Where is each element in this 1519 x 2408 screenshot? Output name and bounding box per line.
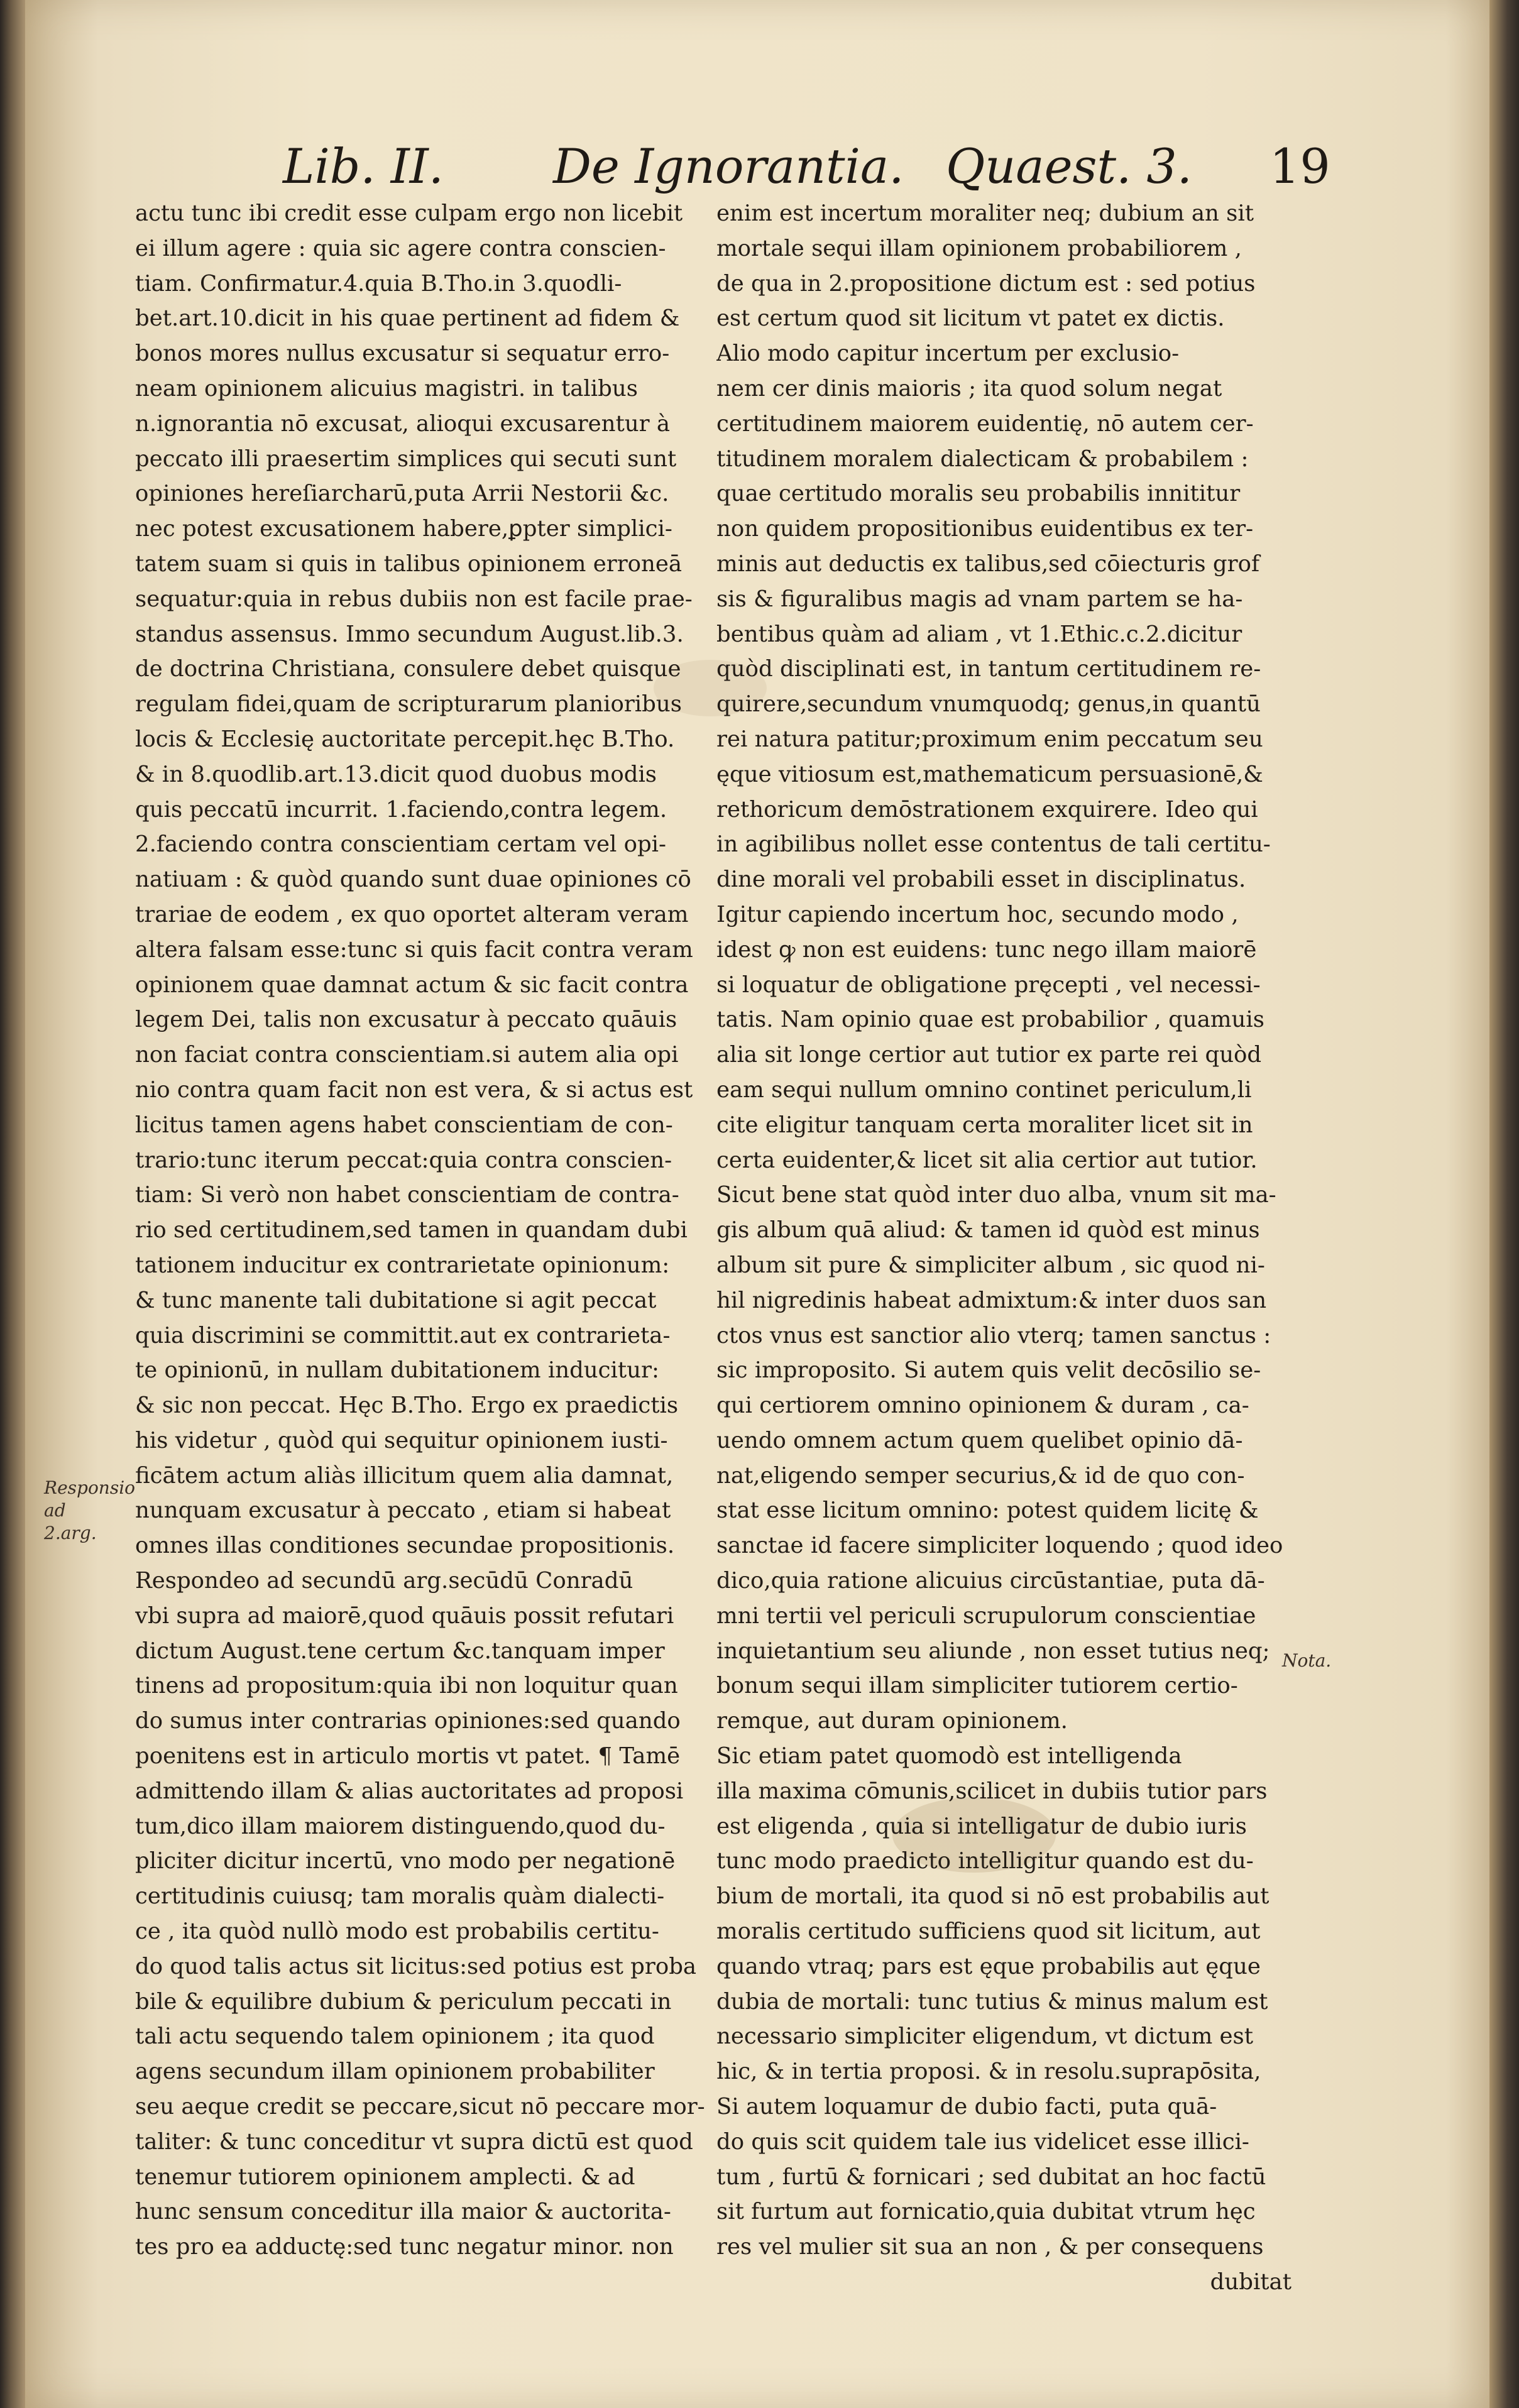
text-line: de doctrina Christiana, consulere debet quisque	[135, 656, 681, 682]
text-line: in agibilibus nollet esse contentus de tali certitu-	[716, 831, 1271, 858]
text-line: rei natura patitur;proximum enim peccatum seu	[716, 726, 1263, 752]
text-line: his videtur , quòd qui sequitur opinionem iusti-	[135, 1427, 668, 1453]
text-line: sis & figuralibus magis ad vnam partem se ha-	[716, 586, 1243, 612]
text-line: poenitens est in articulo mortis vt patet. ¶ Tamē	[135, 1743, 681, 1770]
text-line: mni tertii vel periculi scrupulorum conscientiae	[716, 1602, 1256, 1629]
text-line: rio sed certitudinem,sed tamen in quandam dubi	[135, 1217, 688, 1244]
text-line: rethoricum demōstrationem exquirere. Ideo qui	[716, 796, 1258, 823]
text-line: neam opinionem alicuius magistri. in talibus	[135, 375, 638, 402]
text-line: hil nigredinis habeat admixtum:& inter duos san	[716, 1287, 1267, 1313]
text-line: trario:tunc iterum peccat:quia contra conscien-	[135, 1147, 672, 1173]
text-line: ctos vnus est sanctior alio vterq; tamen sanctus :	[716, 1322, 1271, 1349]
text-line: nem cer dinis maioris ; ita quod solum negat	[716, 375, 1222, 402]
text-line: bet.art.10.dicit in his quae pertinent ad fidem &	[135, 305, 680, 332]
text-line: ęque vitiosum est,mathematicum persuasionē,&	[716, 761, 1263, 787]
text-line: enim est incertum moraliter neq; dubium an sit	[716, 200, 1254, 226]
text-line: & sic non peccat. Hęc B.Tho. Ergo ex praedictis	[135, 1393, 679, 1419]
text-line: nio contra quam facit non est vera, & si actus est	[135, 1076, 693, 1103]
text-line: dictum August.tene certum &c.tanquam imper	[135, 1638, 665, 1664]
text-line: illa maxima cōmunis,scilicet in dubiis tutior pars	[716, 1778, 1268, 1804]
book-gutter-left	[0, 0, 28, 2408]
text-line: bentibus quàm ad aliam , vt 1.Ethic.c.2.dicitur	[716, 621, 1242, 647]
text-line: tes pro ea adductę:sed tunc negatur minor. non	[135, 2234, 674, 2260]
marginal-note-left: Responsio ad 2.arg.	[44, 1477, 136, 1543]
text-line: Igitur capiendo incertum hoc, secundo modo ,	[716, 901, 1239, 928]
text-line: nat,eligendo semper securius,& id de quo con-	[716, 1462, 1245, 1489]
text-line: minis aut deductis ex talibus,sed cōiecturis grof	[716, 550, 1260, 577]
text-line: natiuam : & quòd quando sunt duae opiniones cō	[135, 867, 691, 893]
text-line: qui certiorem omnino opinionem & duram , ca-	[716, 1393, 1249, 1419]
text-line: sit furtum aut fornicatio,quia dubitat vtrum hęc	[716, 2199, 1256, 2225]
text-column-left	[135, 196, 726, 2265]
text-line: quòd disciplinati est, in tantum certitudinem re-	[716, 656, 1261, 682]
marginal-note-right: Nota.	[1282, 1650, 1332, 1671]
text-line: opiniones hereſiarcharū,puta Arrii Nestorii &c.	[135, 481, 669, 507]
text-line: & tunc manente tali dubitatione si agit peccat	[135, 1287, 657, 1313]
text-line: pliciter dicitur incertū, vno modo per negationē	[135, 1848, 676, 1874]
text-line: tinens ad propositum:quia ibi non loquitur quan	[135, 1673, 678, 1699]
text-line: ce , ita quòd nullò modo est probabilis certitu-	[135, 1918, 659, 1945]
text-line: moralis certitudo sufficiens quod sit licitum, aut	[716, 1918, 1261, 1945]
text-line: dico,quia ratione alicuius circūstantiae, puta dā-	[716, 1568, 1265, 1594]
text-line: de qua in 2.propositione dictum est : sed potius	[716, 270, 1256, 297]
text-line: peccato illi praesertim simplices qui secuti sunt	[135, 446, 677, 472]
text-line: agens secundum illam opinionem probabiliter	[135, 2059, 655, 2085]
text-line: tatem suam si quis in talibus opinionem erroneā	[135, 550, 683, 577]
text-line: seu aeque credit se peccare,sicut nō peccare mor-	[135, 2094, 705, 2120]
text-line: Respondeo ad secundū arg.secūdū Conradū	[135, 1568, 633, 1594]
text-line: actu tunc ibi credit esse culpam ergo non licebit	[135, 200, 683, 226]
book-edge-right	[1489, 0, 1519, 2408]
text-line: hic, & in tertia proposi. & in resolu.suprapōsita,	[716, 2059, 1261, 2085]
text-line: tiam: Si verò non habet conscientiam de contra-	[135, 1182, 679, 1208]
text-line: eam sequi nullum omnino continet periculum,li	[716, 1076, 1252, 1103]
text-line: admittendo illam & alias auctoritates ad proposi	[135, 1778, 684, 1804]
text-line: quis peccatū incurrit. 1.faciendo,contra legem.	[135, 796, 667, 823]
text-column-right	[716, 196, 1304, 2300]
text-line: do quis scit quidem tale ius videlicet esse illici-	[716, 2128, 1249, 2155]
text-line: dine morali vel probabili esset in disciplinatus.	[716, 867, 1246, 893]
text-line: ficātem actum aliàs illicitum quem alia damnat,	[135, 1462, 674, 1489]
text-line: do quod talis actus sit licitus:sed potius est proba	[135, 1953, 697, 1979]
text-line: dubia de mortali: tunc tutius & minus malum est	[716, 1988, 1268, 2015]
text-line: tiam. Confirmatur.4.quia B.Tho.in 3.quodli-	[135, 270, 622, 297]
text-line: Si autem loquamur de dubio facti, puta quā-	[716, 2094, 1217, 2120]
text-line: inquietantium seu aliunde , non esset tutius neq;	[716, 1638, 1270, 1664]
text-line: & in 8.quodlib.art.13.dicit quod duobus modis	[135, 761, 657, 787]
text-line: n.ignorantia nō excusat, alioqui excusarentur à	[135, 410, 671, 437]
text-line: quae certitudo moralis seu probabilis innititur	[716, 481, 1241, 507]
text-line: legem Dei, talis non excusatur à peccato quāuis	[135, 1007, 677, 1033]
text-line: certa euidenter,& licet sit alia certior aut tutior.	[716, 1147, 1258, 1173]
text-line: stat esse licitum omnino: potest quidem licitę &	[716, 1497, 1259, 1524]
text-line: necessario simpliciter eligendum, vt dictum est	[716, 2023, 1254, 2050]
text-line: non faciat contra conscientiam.si autem alia opi	[135, 1042, 679, 1068]
text-line: sanctae id facere simpliciter loquendo ; quod ideo	[716, 1533, 1283, 1559]
text-line: 2.faciendo contra conscientiam certam vel opi-	[135, 831, 667, 858]
text-line: quando vtraq; pars est ęque probabilis aut ęque	[716, 1953, 1261, 1979]
text-line: Sicut bene stat quòd inter duo alba, vnum sit ma-	[716, 1182, 1276, 1208]
text-line: non quidem propositionibus euidentibus ex ter-	[716, 516, 1254, 542]
text-line: tenemur tutiorem opinionem amplecti. & ad	[135, 2164, 635, 2190]
text-line: mortale sequi illam opinionem probabiliorem ,	[716, 235, 1242, 261]
text-line: quirere,secundum vnumquodq; genus,in quantū	[716, 691, 1261, 718]
text-line: est eligenda , quia si intelligatur de dubio iuris	[716, 1813, 1248, 1839]
text-line: bile & equilibre dubium & periculum peccati in	[135, 1988, 672, 2015]
text-line: sequatur:quia in rebus dubiis non est facile prae-	[135, 586, 693, 612]
text-line: certitudinis cuiusq; tam moralis quàm dialecti-	[135, 1883, 665, 1910]
text-line: regulam fidei,quam de scripturarum planioribus	[135, 691, 682, 718]
text-line: bonos mores nullus excusatur si sequatur erro-	[135, 341, 670, 367]
text-line: tum,dico illam maiorem distinguendo,quod du-	[135, 1813, 666, 1839]
text-line: Sic etiam patet quomodò est intelligenda	[716, 1743, 1182, 1770]
text-line: trariae de eodem , ex quo oportet alteram veram	[135, 901, 689, 928]
text-line: hunc sensum conceditur illa maior & auctorita-	[135, 2199, 671, 2225]
text-line: si loquatur de obligatione pręcepti , vel necessi-	[716, 971, 1261, 998]
catchword: dubitat	[1210, 2269, 1291, 2296]
text-line: omnes illas conditiones secundae propositionis.	[135, 1533, 675, 1559]
text-line: tationem inducitur ex contrarietate opinionum:	[135, 1252, 670, 1278]
text-line: alia sit longe certior aut tutior ex parte rei quòd	[716, 1042, 1262, 1068]
text-line: bonum sequi illam simpliciter tutiorem certio-	[716, 1673, 1238, 1699]
text-line: taliter: & tunc conceditur vt supra dictū est quod	[135, 2128, 693, 2155]
folio-number: 19	[1269, 138, 1330, 194]
text-line: certitudinem maiorem euidentię, nō autem cer-	[716, 410, 1254, 437]
text-line: tunc modo praedicto intelligitur quando est du-	[716, 1848, 1254, 1874]
text-line: bium de mortali, ita quod si nō est probabilis aut	[716, 1883, 1269, 1910]
text-line: album sit pure & simpliciter album , sic quod ni-	[716, 1252, 1265, 1278]
text-line: nec potest excusationem habere,ꝑpter simplici-	[135, 516, 672, 542]
text-line: tali actu sequendo talem opinionem ; ita quod	[135, 2023, 655, 2050]
running-head-title: De Ignorantia.	[553, 138, 904, 194]
text-line: ei illum agere : quia sic agere contra conscien-	[135, 235, 666, 261]
text-line: opinionem quae damnat actum & sic facit contra	[135, 971, 689, 998]
text-line: Alio modo capitur incertum per exclusio-	[716, 341, 1180, 367]
text-line: titudinem moralem dialecticam & probabilem :	[716, 446, 1249, 472]
text-line: quia discrimini se committit.aut ex contrarieta-	[135, 1322, 671, 1349]
text-line: res vel mulier sit sua an non , & per consequens	[716, 2234, 1264, 2260]
text-line: tatis. Nam opinio quae est probabilior , quamuis	[716, 1007, 1264, 1033]
text-line: nunquam excusatur à peccato , etiam si habeat	[135, 1497, 671, 1524]
text-line: cite eligitur tanquam certa moraliter licet sit in	[716, 1112, 1253, 1138]
text-line: do sumus inter contrarias opiniones:sed quando	[135, 1708, 681, 1734]
running-head-book: Lib. II.	[283, 138, 444, 194]
running-head-quaestio: Quaest. 3.	[946, 138, 1192, 194]
text-line: uendo omnem actum quem quelibet opinio dā-	[716, 1427, 1243, 1453]
text-line: te opinionū, in nullam dubitationem inducitur:	[135, 1357, 659, 1384]
text-line: altera falsam esse:tunc si quis facit contra veram	[135, 936, 693, 963]
text-line: idest ꝙ non est euidens: tunc nego illam maiorē	[716, 936, 1257, 963]
text-line: standus assensus. Immo secundum August.lib.3.	[135, 621, 684, 647]
text-line: sic improposito. Si autem quis velit decōsilio se-	[716, 1357, 1261, 1384]
text-line: licitus tamen agens habet conscientiam de con-	[135, 1112, 673, 1138]
text-line: tum , furtū & fornicari ; sed dubitat an hoc factū	[716, 2164, 1266, 2190]
text-line: gis album quā aliud: & tamen id quòd est minus	[716, 1217, 1260, 1244]
text-line: est certum quod sit licitum vt patet ex dictis.	[716, 305, 1225, 332]
text-line: locis & Ecclesię auctoritate percepit.hęc B.Tho.	[135, 726, 675, 752]
text-line: vbi supra ad maiorē,quod quāuis possit refutari	[135, 1602, 674, 1629]
text-line: remque, aut duram opinionem.	[716, 1708, 1068, 1734]
